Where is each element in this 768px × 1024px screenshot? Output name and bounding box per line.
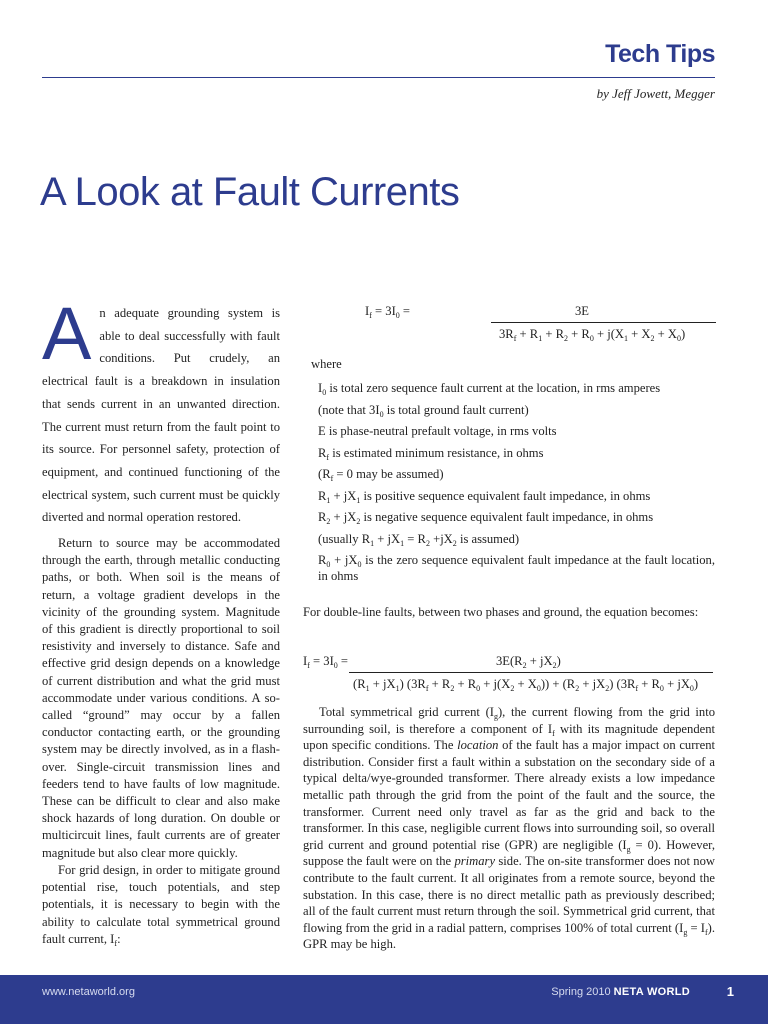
issue-label: Spring 2010 NETA WORLD [551, 986, 690, 998]
definition-item: $R_1 + jX_1$ is positive sequence equivalent fault impedance, in ohms [318, 488, 651, 505]
double-line-paragraph: For double-line faults, between two phases and ground, the equation becomes: [303, 605, 699, 619]
definition-item: (note that $3I_0$ is total ground fault current) [318, 402, 529, 419]
lead-paragraph [42, 292, 280, 529]
definition-item: ($R_f = 0$ may be assumed) [318, 467, 444, 483]
equation-single-line: $I_f = 3I_0$ = 3E $3R_f + R_1 + R_2 + R_0 + j(X_1 + X_2 + X_0)$ [365, 302, 715, 342]
magazine-name: NETA WORLD [613, 986, 690, 998]
byline: by Jeff Jowett, Megger [596, 86, 715, 101]
lead-text: n adequate grounding system is able to deal successfully with fault conditions. Put crudely, an electrical fault is a breakdown in insulation that sends current in an unwanted direction. The current must return from the fault point to its source. For personnel safety, protection of equipment, and continued functioning of the electrical system, such current must be quickly diverted and normal operation restored. [42, 306, 280, 525]
definition-item: (usually $R_1 + jX_1 = R_2 +jX_2$ is assumed) [318, 531, 520, 548]
definition-item: $R_2 + jX_2$ is negative sequence equivalent fault impedance, in ohms [318, 510, 654, 526]
grid-current-paragraph: Total symmetrical grid current $(I_g)$, the current flowing from the grid into surrounding soil, is therefore a component of $I_f$ with its magnitude dependent upon specific conditions. The location of the fault has a major impact on current distribution. Consider first a fault within a substation on the secondary side of a typical delta/wye-grounded transformer. There already exists a low impedance metallic path through the grid from the point of the fault and the source, the transformer. Current need only travel as far as the grid and back to the transformer. In this case, negligible current flows into surrounding soil, so overall grid current and ground potential rise (GPR) are negligible $(I_g = 0)$. However, suppose the fault were on the primary side. The on-site transformer does not now contribute to the fault current. It all originates from a remote source, beyond the substation. In this case, there is no direct metallic path as previously described; all of the fault current must return through the soil. Symmetrical grid current, that flowing from the grid in a radial pattern, comprises 100% of total current $(I_g = I_f)$. GPR may be high. [303, 705, 716, 952]
page-number: 1 [726, 984, 734, 999]
drop-cap: A [42, 292, 92, 375]
where-label: where [311, 357, 342, 371]
definitions-list [318, 380, 715, 590]
para-text: For grid design, in order to mitigate ground potential rise, touch potentials, and step potentials, it is necessary to begin with the ability to calculate total symmetrical ground fault current, I [42, 862, 280, 946]
body-paragraph [42, 862, 280, 948]
definition-item: E is phase-neutral prefault voltage, in rms volts [318, 424, 557, 438]
header-rule [42, 77, 715, 78]
subscript: f [114, 938, 118, 948]
body-paragraph: Return to source may be accommodated through the earth, through metallic conducting paths, or both. When soil is the means of return, a voltage gradient develops in the vicinity of the grounding system. Magnitude of this gradient is directly proportional to soil resistivity and inversely to distance. Safe and effective grid design depends on a knowledge of current distribution and what the grid must accommodate under various conditions. A so-called “ground” may occur by a fallen conductor contacting earth, or the grounding system may be directly involved, as in a flash-over. Single-circuit transmission lines and feeders tend to have faults of low magnitude. These can be difficult to clear and also make shock hazards of long duration. On double or multicircuit lines, fault currents are of greater magnitude but also clear more quickly. [42, 536, 280, 860]
footer-bar [0, 975, 768, 1024]
definition-item: $I_0$ is total zero sequence fault current at the location, in rms amperes [318, 381, 661, 397]
section-title: Tech Tips [605, 40, 715, 68]
para-text: : [117, 931, 121, 946]
website-link[interactable]: www.netaworld.org [42, 986, 135, 998]
article-title: A Look at Fault Currents [40, 170, 460, 214]
definition-item: $R_0 + jX_0$ is the zero sequence equivalent fault impedance at the fault location, in ohms [318, 553, 715, 583]
equation-double-line: $I_f = 3I_0$ = $3E(R_2 + jX_2)$ $(R_1 + jX_1) (3R_f + R_2 + R_0 + j(X_2 + X_0)) + (R_2 + jX_2) (3R_f + R_0 + jX_0)$ [303, 652, 715, 692]
left-column [42, 292, 280, 948]
definition-item: $R_f$ is estimated minimum resistance, in ohms [318, 445, 544, 462]
